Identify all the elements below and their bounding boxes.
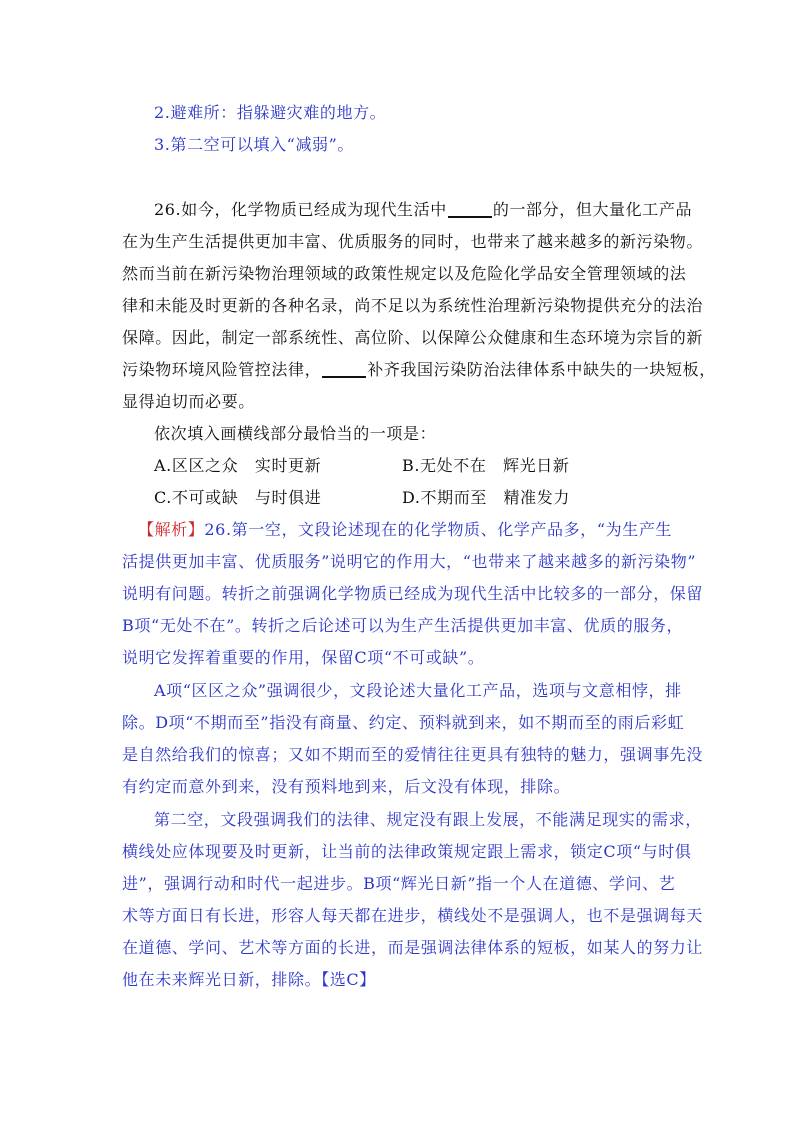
analysis-line-15: 他在未来辉光日新，排除。【选C】 — [122, 970, 376, 989]
analysis-line-3: 说明有问题。转折之前强调化学物质已经成为现代生活中比较多的一部分，保留 — [122, 584, 704, 603]
analysis-line-7: 除。D项“不期而至”指没有商量、约定、预料就到来，如不期而至的雨后彩虹 — [122, 713, 685, 732]
analysis-line-1: 【解析】26.第一空，文段论述现在的化学物质、化学产品多，“为生产生 — [138, 520, 673, 539]
analysis-line-2: 活提供更加丰富、优质服务”说明它的作用大，“也带来了越来越多的新污染物” — [122, 552, 697, 571]
question-prompt: 依次填入画横线部分最恰当的一项是： — [154, 424, 437, 443]
question-line-6: 污染物环境风险管控法律， 补齐我国污染防治法律体系中缺失的一块短板， — [122, 360, 716, 379]
option-a: A.区区之众 实时更新 — [154, 456, 322, 475]
question-line-3: 然而当前在新污染物治理领域的政策性规定以及危险化学品安全管理领域的法 — [122, 264, 687, 283]
analysis-line-12: 进”，强调行动和时代一起进步。B项“辉光日新”指一个人在道德、学问、艺 — [122, 874, 676, 893]
note-3: 3.第二空可以填入“减弱”。 — [154, 135, 355, 154]
option-b: B.无处不在 辉光日新 — [402, 456, 570, 475]
analysis-line-4: B项“无处不在”。转折之后论述可以为生产生活提供更加丰富、优质的服务， — [122, 616, 684, 635]
option-d: D.不期而至 精准发力 — [402, 488, 570, 507]
analysis-line-5: 说明它发挥着重要的作用，保留C项“不可或缺”。 — [122, 648, 485, 667]
blank-2 — [322, 376, 366, 378]
answer-label: 【选C】 — [321, 970, 376, 989]
option-c: C.不可或缺 与时俱进 — [154, 488, 322, 507]
analysis-line-14: 在道德、学问、艺术等方面的长进，而是强调法律体系的短板，如某人的努力让 — [122, 938, 704, 957]
analysis-line-10: 第二空，文段强调我们的法律、规定没有跟上发展，不能满足现实的需求， — [154, 810, 702, 829]
question-line-2: 在为生产生活提供更加丰富、优质服务的同时，也带来了越来越多的新污染物。 — [122, 232, 704, 251]
analysis-line-8: 是自然给我们的惊喜；又如不期而至的爱情往往更具有独特的魅力，强调事先没 — [122, 745, 704, 764]
analysis-tag: 【解析】 — [138, 520, 205, 539]
blank-1 — [448, 216, 492, 218]
note-2: 2.避难所：指躲避灾难的地方。 — [154, 103, 387, 122]
question-line-1: 26.如今，化学物质已经成为现代生活中 的一部分，但大量化工产品 — [154, 200, 693, 219]
question-line-5: 保障。因此，制定一部系统性、高位阶、以保障公众健康和生态环境为宗旨的新 — [122, 328, 704, 347]
analysis-line-13: 术等方面日有长进，形容人每天都在进步，横线处不是强调人，也不是强调每天 — [122, 906, 704, 925]
analysis-line-9: 有约定而意外到来，没有预料地到来，后文没有体现，排除。 — [122, 777, 571, 796]
analysis-line-6: A项“区区之众”强调很少，文段论述大量化工产品，选项与文意相悖，排 — [154, 681, 682, 700]
question-line-4: 律和未能及时更新的各种名录，尚不足以为系统性治理新污染物提供充分的法治 — [122, 296, 704, 315]
question-line-7: 显得迫切而必要。 — [122, 392, 255, 411]
analysis-line-11: 横线处应体现要及时更新，让当前的法律政策规定跟上需求，锁定C项“与时俱 — [122, 842, 692, 861]
